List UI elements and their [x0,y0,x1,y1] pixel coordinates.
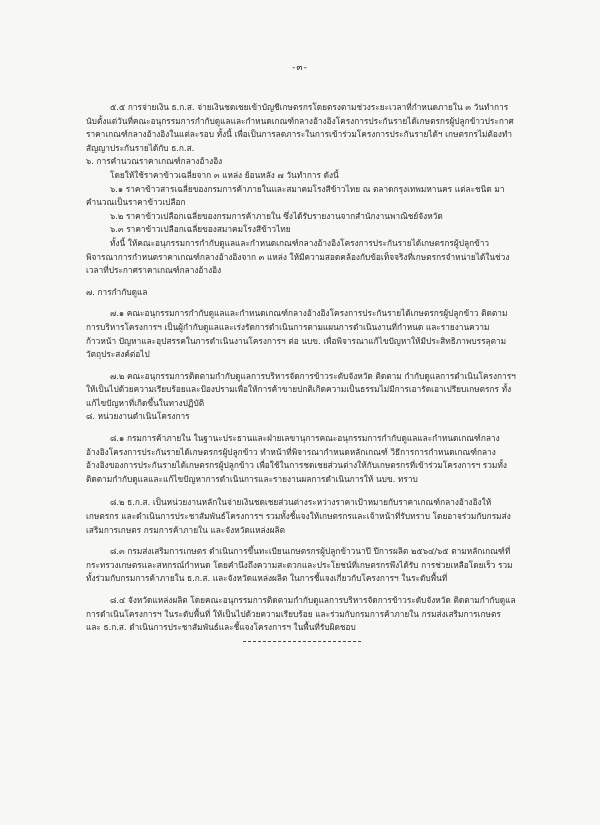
section-8-heading: ๘. หน่วยงานดำเนินโครงการ [86,411,190,422]
paragraph-7-1: ๗.๑ คณะอนุกรรมการกำกับดูแลและกำหนดเกณฑ์กลางอ้างอิงโครงการประกันรายได้เกษตรกรผู้ปลูกข้าว ติดตามการบริหารโครงการฯ เป็นผู้กำกับดูแลและเร่งรัดการดำเนินการตามแผนการดำเนินงานที่กำหนด และรายงานความก้าวหน้า ปัญหาและอุปสรรคในการดำเนินงานโครงการฯ ต่อ นบข. เพื่อพิจารณาแก้ไขปัญหาให้มีประสิทธิภาพบรรลุตามวัตถุประสงค์ต่อไป [86,308,508,360]
paragraph-5-5: ๕.๕ การจ่ายเงิน ธ.ก.ส. จ่ายเงินชดเชยเข้าบัญชีเกษตรกรโดยตรงตามช่วงระยะเวลาที่กำหนดภายใน ๓ วันทำการ นับตั้งแต่วันที่คณะอนุกรรมการกำกับดูแลและกำหนดเกณฑ์กลางอ้างอิงโครงการประกันรายได้เกษตรกรผู้ปลูกข้าวประกาศราคาเกณฑ์กลางอ้างอิงในแต่ละรอบ ทั้งนี้ เพื่อเป็นการลดภาระในการเข้าร่วมโครงการประกันรายได้ฯ เกษตรกรไม่ต้องทำสัญญาประกันรายได้กับ ธ.ก.ส. [86,102,514,153]
section-7-heading: ๗. การกำกับดูแล [86,286,148,297]
paragraph-8-2: ๘.๒ ธ.ก.ส. เป็นหน่วยงานหลักในจ่ายเงินชดเชยส่วนต่างระหว่างราคาเป้าหมายกับราคาเกณฑ์กลางอ้างอิงให้เกษตรกร และดำเนินการประชาสัมพันธ์โครงการฯ รวมทั้งชี้แจงให้เกษตรกรและเจ้าหน้าที่รับทราบ โดยอาจร่วมกับกรมส่งเสริมการเกษตร กรมการค้าภายใน และจังหวัดแหล่งผลิต [86,497,511,535]
paragraph-6-1: ๖.๑ ราคาข้าวสารเฉลี่ยของกรมการค้าภายในและสมาคมโรงสีข้าวไทย ณ ตลาดกรุงเทพมหานคร แต่ละชนิด มาคำนวณเป็นราคาข้าวเปลือก [86,183,505,208]
section-6-closing: ทั้งนี้ ให้คณะอนุกรรมการกำกับดูแลและกำหนดเกณฑ์กลางอ้างอิงโครงการประกันรายได้เกษตรกรผู้ปลูกข้าวพิจารณาการกำหนดราคาเกณฑ์กลางอ้างอิงจาก ๓ แหล่ง ให้มีความสอดคล้องกับข้อเท็จจริงที่เกษตรกรจำหน่ายได้ในช่วงเวลาที่ประกาศราคาเกณฑ์กลางอ้างอิง [86,237,510,276]
page-number: -๓- [292,63,308,73]
section-6-intro: โดยให้ใช้ราคาข้าวเฉลี่ยจาก ๓ แหล่ง ย้อนหลัง ๗ วันทำการ ดังนี้ [110,169,339,180]
section-6-heading: ๖. การคำนวณราคาเกณฑ์กลางอ้างอิง [86,156,223,167]
paragraph-6-2: ๖.๒ ราคาข้าวเปลือกเฉลี่ยของกรมการค้าภายใน ซึ่งได้รับรายงานจากสำนักงานพาณิชย์จังหวัด [110,210,443,221]
paragraph-6-3: ๖.๓ ราคาข้าวเปลือกเฉลี่ยของสมาคมโรงสีข้าวไทย [110,224,291,235]
paragraph-8-4: ๘.๔ จังหวัดแหล่งผลิต โดยคณะอนุกรรมการติดตามกำกับดูแลการบริหารจัดการข้าวระดับจังหวัด ติดตามกำกับดูแลการดำเนินโครงการฯ ในระดับพื้นที่ ให้เป็นไปด้วยความเรียบร้อย และร่วมกับกรมการค้าภายใน กรมส่งเสริมการเกษตร และ ธ.ก.ส. ดำเนินการประชาสัมพันธ์และชี้แจงโครงการฯ ในพื้นที่รับผิดชอบ [86,595,516,633]
paragraph-8-3: ๘.๓ กรมส่งเสริมการเกษตร ดำเนินการขึ้นทะเบียนเกษตรกรผู้ปลูกข้าวนาปี ปีการผลิต ๒๕๖๔/๖๕ ตามหลักเกณฑ์ที่กระทรวงเกษตรและสหกรณ์กำหนด โดยคำนึงถึงความสะดวกและประโยชน์ที่เกษตรกรพึงได้รับ การช่วยเหลือโดยเร็ว รวมทั้งร่วมกับกรมการค้าภายใน ธ.ก.ส. และจังหวัดแหล่งผลิต ในการชี้แจงเกี่ยวกับโครงการฯ ในระดับพื้นที่ [86,546,513,584]
paragraph-7-2: ๗.๒ คณะอนุกรรมการติดตามกำกับดูแลการบริหารจัดการข้าวระดับจังหวัด ติดตาม กำกับดูแลการดำเนินโครงการฯ ให้เป็นไปด้วยความเรียบร้อยและป้องปรามเพื่อให้การค้าขายปกติเกิดความเป็นธรรมไม่มีการเอารัดเอาเปรียบเกษตรกร ทั้งแก้ไขปัญหาที่เกิดขึ้นในทางปฏิบัติ [86,370,516,408]
end-divider [243,641,361,642]
paragraph-8-1: ๘.๑ กรมการค้าภายใน ในฐานะประธานและฝ่ายเลขานุการคณะอนุกรรมการกำกับดูแลและกำหนดเกณฑ์กลางอ้างอิงโครงการประกันรายได้เกษตรกรผู้ปลูกข้าว ทำหน้าที่พิจารณากำหนดหลักเกณฑ์ วิธีการการกำหนดเกณฑ์กลางอ้างอิงของการประกันรายได้เกษตรกรผู้ปลูกข้าว เพื่อใช้ในการชดเชยส่วนต่างให้กับเกษตรกรที่เข้าร่วมโครงการฯ รวมทั้งติดตามกำกับดูแลและแก้ไขปัญหาการดำเนินการและรายงานผลการดำเนินการให้ นบข. ทราบ [86,433,507,484]
document-body [86,101,518,642]
